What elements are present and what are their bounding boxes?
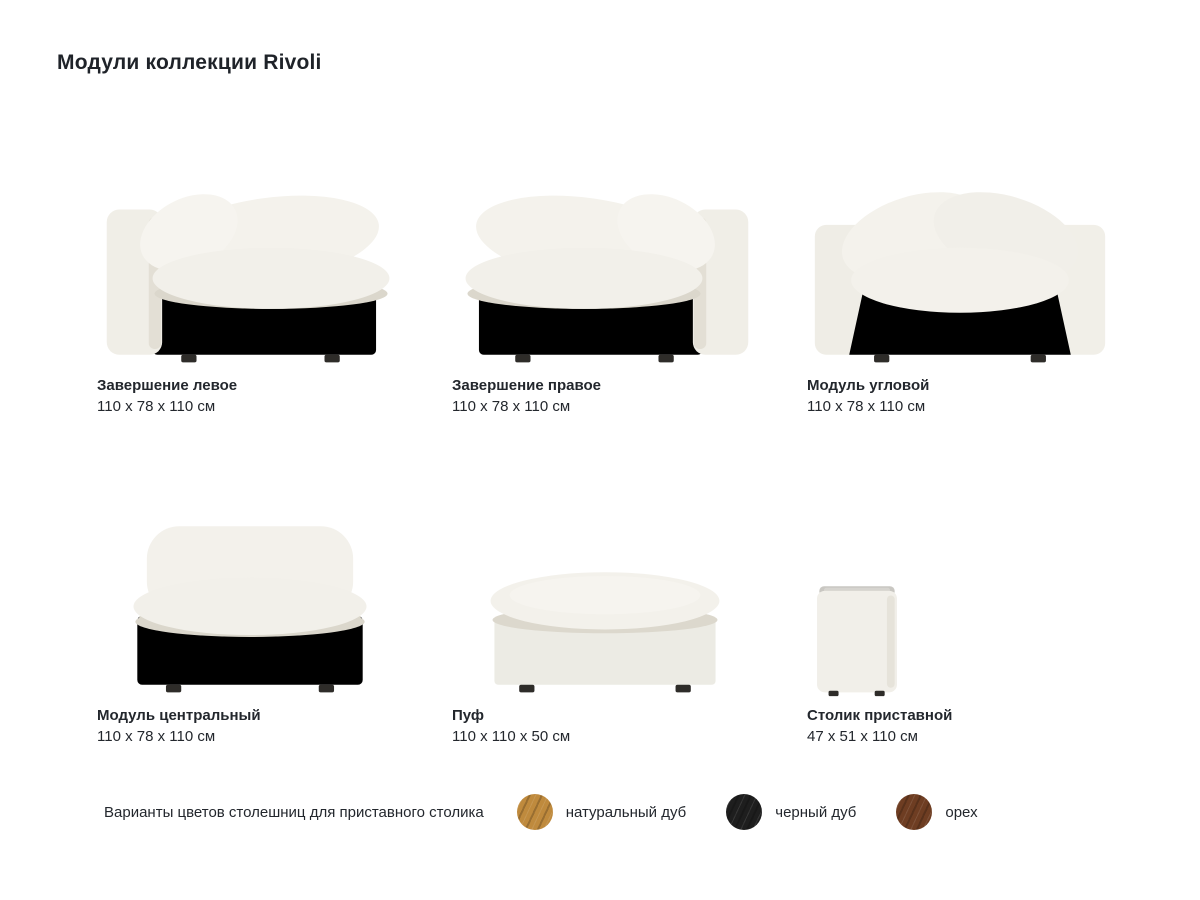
sofa-central-module-image [97, 509, 403, 700]
product-image-pouf [452, 478, 807, 700]
color-swatch-icon [517, 794, 553, 830]
product-dimensions: 47 x 51 x 110 см [807, 728, 918, 745]
tabletop-color-option-natural-oak [517, 794, 687, 830]
page-title: Модули коллекции Rivoli [57, 51, 322, 74]
product-dimensions: 110 x 78 x 110 см [452, 398, 571, 415]
product-image-central-module [97, 478, 452, 700]
product-name: Пуф [452, 707, 485, 724]
wood-grain-texture [896, 794, 932, 830]
swatch-label: черный дуб [775, 803, 857, 821]
color-swatch-icon [726, 794, 762, 830]
product-caption [807, 376, 929, 417]
swatch-label: натуральный дуб [565, 803, 687, 821]
sofa-right-ending-image [452, 179, 758, 370]
product-name: Модуль центральный [97, 707, 261, 724]
product-caption [807, 706, 952, 747]
product-image-right-ending [452, 148, 807, 370]
product-card-right-ending [452, 148, 807, 478]
side-table-image [807, 577, 907, 700]
sofa-corner-module-image [807, 179, 1113, 370]
product-name: Завершение левое [97, 377, 238, 394]
pouf-image [452, 557, 758, 700]
product-caption [452, 706, 570, 747]
product-image-side-table [807, 478, 1163, 700]
product-image-left-ending [97, 148, 452, 370]
product-dimensions: 110 x 110 x 50 см [452, 728, 571, 745]
product-caption [97, 706, 261, 747]
product-dimensions: 110 x 78 x 110 см [807, 398, 926, 415]
tabletop-color-option-black-oak [726, 794, 856, 830]
wood-grain-texture [726, 794, 762, 830]
swatch-label: орех [945, 803, 978, 821]
product-name: Модуль угловой [807, 377, 930, 394]
product-dimensions: 110 x 78 x 110 см [97, 398, 216, 415]
product-card-left-ending [97, 148, 452, 478]
tabletop-color-option-walnut [896, 794, 977, 830]
color-swatch-icon [896, 794, 932, 830]
sofa-left-ending-image [97, 179, 403, 370]
wood-grain-texture [517, 794, 553, 830]
tabletop-colors-label: Варианты цветов столешниц для приставного столика [104, 803, 484, 821]
product-card-corner-module [807, 148, 1163, 478]
product-caption [452, 376, 601, 417]
product-card-side-table [807, 478, 1163, 808]
product-dimensions: 110 x 78 x 110 см [97, 728, 216, 745]
product-name: Завершение правое [452, 377, 601, 394]
product-card-central-module [97, 478, 452, 808]
product-name: Столик приставной [807, 707, 953, 724]
product-image-corner-module [807, 148, 1163, 370]
modules-grid [97, 148, 1143, 808]
product-card-pouf [452, 478, 807, 808]
product-caption [97, 376, 237, 417]
